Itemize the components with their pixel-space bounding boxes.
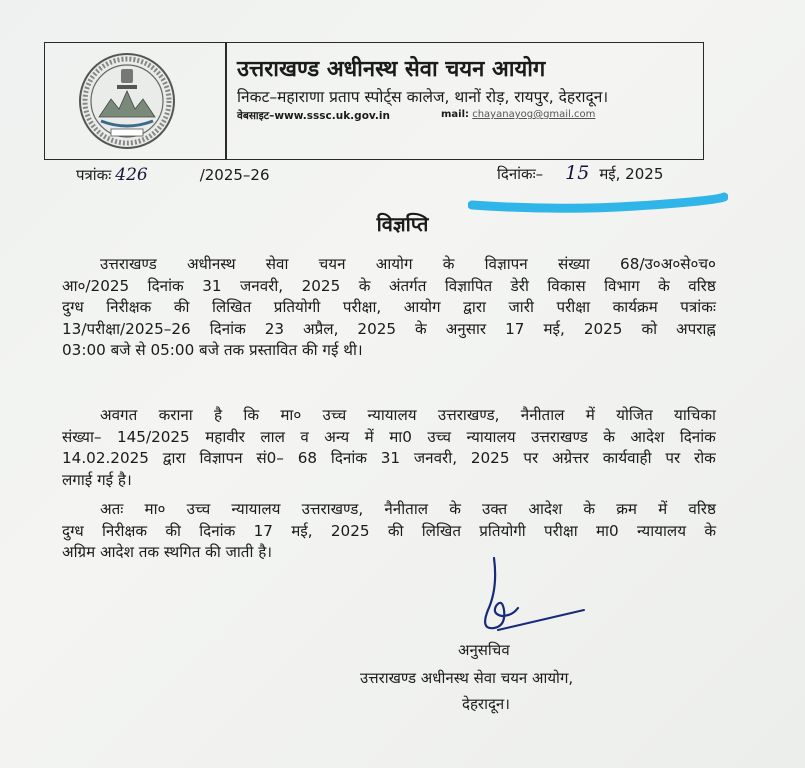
word: रोक <box>694 449 716 467</box>
date-rest: मई, 2025 <box>599 165 664 183</box>
issue-date <box>497 162 663 184</box>
paragraph-3 <box>62 499 716 564</box>
word: है <box>214 406 223 424</box>
letterhead <box>44 42 704 160</box>
word: कराना <box>158 406 193 424</box>
word: 13/परीक्षा/2025–26 <box>62 319 191 338</box>
word: संख्या– <box>62 427 102 446</box>
word: नैनीताल <box>520 406 565 424</box>
paragraph-line <box>62 521 716 543</box>
word: दुग्ध <box>62 298 84 316</box>
word: न्यायालय <box>367 406 417 424</box>
word: नैनीताल <box>384 500 429 518</box>
word: आ०/2025 <box>62 276 130 295</box>
word: 2025 <box>301 276 341 295</box>
word: आयोग <box>403 298 441 316</box>
word: विज्ञापन <box>199 449 243 467</box>
paragraph-line <box>62 340 716 362</box>
word: न्यायालय <box>231 500 281 518</box>
date-handwritten-day: 15 <box>565 162 590 184</box>
word: न्यायालय <box>466 427 516 446</box>
paragraph-line <box>62 448 716 470</box>
word: पत्रांकः <box>680 298 716 316</box>
word: लगाई गई है। <box>62 470 132 489</box>
word: के <box>358 276 371 295</box>
mail-label: mail: <box>441 109 470 120</box>
word: कार्यवाही <box>602 449 652 467</box>
word: 31 <box>380 449 401 467</box>
word: प्रतियोगी <box>479 521 526 540</box>
word: 68/उ०अ०से०च० <box>620 255 716 273</box>
paragraph-line <box>62 470 716 492</box>
word: प्रतियोगी <box>273 298 321 316</box>
org-title: उत्तराखण्ड अधीनस्थ सेवा चयन आयोग <box>237 57 546 82</box>
word: द्वारा <box>463 298 486 316</box>
word: परीक्षा <box>556 298 591 316</box>
word: अधीनस्थ <box>186 255 236 273</box>
word: विज्ञापन <box>484 255 528 273</box>
mail-address-link[interactable]: chayanayog@gmail.com <box>472 109 596 120</box>
paragraph-line <box>62 542 716 564</box>
word: लिखित <box>421 521 461 540</box>
word: परीक्षा, <box>342 298 382 316</box>
word: की <box>387 521 404 540</box>
word: महावीर <box>205 427 245 446</box>
word: उत्तराखण्ड <box>100 255 157 273</box>
date-label: दिनांकः– <box>497 165 544 183</box>
word: निरीक्षक <box>101 521 148 540</box>
word: मई, <box>543 319 565 338</box>
word: के <box>583 500 596 518</box>
word: में <box>658 500 668 518</box>
word: अग्रिम आदेश तक स्थगित की जाती है। <box>62 543 273 561</box>
word: को <box>641 319 658 338</box>
word: द्वारा <box>162 449 186 467</box>
signature <box>476 550 588 642</box>
word: के <box>442 255 455 273</box>
word: पर <box>523 449 539 467</box>
word: परीक्षा <box>544 521 578 540</box>
word: विकास <box>547 276 586 295</box>
signatory-title: अनुसचिव <box>458 641 510 659</box>
word: उत्तराखण्ड <box>531 427 588 446</box>
word: अग्रेत्तर <box>552 449 589 467</box>
word: मा० <box>280 406 302 424</box>
word: के <box>704 521 716 540</box>
paragraph-line <box>62 254 716 276</box>
org-mail <box>441 109 595 120</box>
word: दिनांक <box>679 427 716 446</box>
word: 31 <box>202 276 222 295</box>
word: 14.02.2025 <box>62 449 149 467</box>
word: उक्त <box>482 500 508 518</box>
org-website[interactable]: वेबसाइट–www.sssc.uk.gov.in <box>237 110 390 122</box>
reference-suffix: /2025–26 <box>199 166 270 184</box>
word: कार्यक्रम <box>612 298 658 316</box>
word: पर <box>665 449 681 467</box>
word: जारी <box>508 298 534 316</box>
word: आदेश <box>630 427 665 446</box>
word: सं0– <box>256 449 284 467</box>
word: कि <box>243 406 260 424</box>
paragraph-2 <box>62 405 716 491</box>
word: में <box>585 406 595 424</box>
word: अवगत <box>100 406 138 424</box>
word: न्यायालय <box>636 521 687 540</box>
word: दिनांक <box>147 276 184 295</box>
word: आदेश <box>528 500 563 518</box>
word: निरीक्षक <box>106 298 152 316</box>
word: संख्या <box>557 255 590 273</box>
word: दिनांक <box>199 521 236 540</box>
word: उच्च <box>322 406 347 424</box>
word: में <box>364 427 374 446</box>
reference-number <box>76 165 270 185</box>
word: जनवरी, <box>413 449 458 467</box>
word: के <box>658 276 670 295</box>
word: व <box>300 427 309 446</box>
word: सेवा <box>265 255 289 273</box>
notice-title: विज्ञप्ति <box>376 212 429 236</box>
paragraph-line <box>62 427 716 449</box>
government-seal-icon <box>77 51 177 151</box>
word: मा० <box>144 500 166 518</box>
word: अंतर्गत <box>388 276 427 295</box>
word: मा0 <box>595 521 619 540</box>
word: मई, <box>291 521 313 540</box>
paragraph-line <box>62 276 716 298</box>
word: उच्च <box>427 427 452 446</box>
word: 2025 <box>583 319 623 338</box>
word: 17 <box>505 319 525 338</box>
word: लिखित <box>212 298 252 316</box>
word: 2025 <box>330 521 370 540</box>
word: चयन <box>318 255 346 273</box>
word: के <box>415 319 427 338</box>
paragraph-line <box>62 319 716 341</box>
word: वरिष्ठ <box>688 500 716 518</box>
org-address: निकट–महाराणा प्रताप स्पोर्ट्स कालेज, थानों रोड़, रायपुर, देहरादून। <box>237 88 609 106</box>
word: अन्य <box>324 427 350 446</box>
word: 17 <box>253 521 273 540</box>
signatory-org: उत्तराखण्ड अधीनस्थ सेवा चयन आयोग, <box>360 669 574 687</box>
signatory-place: देहरादून। <box>462 695 510 713</box>
word: की <box>173 298 190 316</box>
word: डेरी <box>510 276 529 295</box>
word: अनुसार <box>445 319 487 338</box>
word: दिनांक <box>330 449 367 467</box>
word: विज्ञापित <box>444 276 493 295</box>
word: योजित <box>616 406 653 424</box>
reference-handwritten-number: 426 <box>115 165 148 185</box>
word: 2025 <box>470 449 510 467</box>
word: अतः <box>100 500 124 518</box>
word: जनवरी, <box>240 276 284 295</box>
word: अप्रैल, <box>303 319 339 338</box>
word: दिनांक <box>209 319 246 338</box>
paragraph-line <box>62 405 716 427</box>
word: के <box>603 427 615 446</box>
word: के <box>449 500 461 518</box>
word: क्रम <box>616 500 637 518</box>
word: याचिका <box>674 406 716 424</box>
word: 23 <box>264 319 285 338</box>
word: उत्तराखण्ड, <box>437 406 500 424</box>
word: विभाग <box>604 276 640 295</box>
word: की <box>165 521 181 540</box>
word: आयोग <box>375 255 413 273</box>
paragraph-line <box>62 297 716 319</box>
word: दुग्ध <box>62 521 84 540</box>
header-divider <box>225 43 227 159</box>
word: लाल <box>260 427 285 446</box>
word: 2025 <box>357 319 397 338</box>
paragraph-line <box>62 499 716 521</box>
reference-label: पत्रांकः <box>76 166 112 184</box>
paragraph-1 <box>62 254 716 362</box>
word: 145/2025 <box>116 427 190 446</box>
word: उत्तराखण्ड, <box>301 500 364 518</box>
word: अपराह्न <box>676 319 716 338</box>
word: वरिष्ठ <box>688 276 716 295</box>
word: 03:00 बजे से 05:00 बजे तक प्रस्तावित की गई थी। <box>62 341 363 359</box>
word: मा0 <box>389 427 412 446</box>
word: 68 <box>297 449 318 467</box>
word: उच्च <box>186 500 211 518</box>
